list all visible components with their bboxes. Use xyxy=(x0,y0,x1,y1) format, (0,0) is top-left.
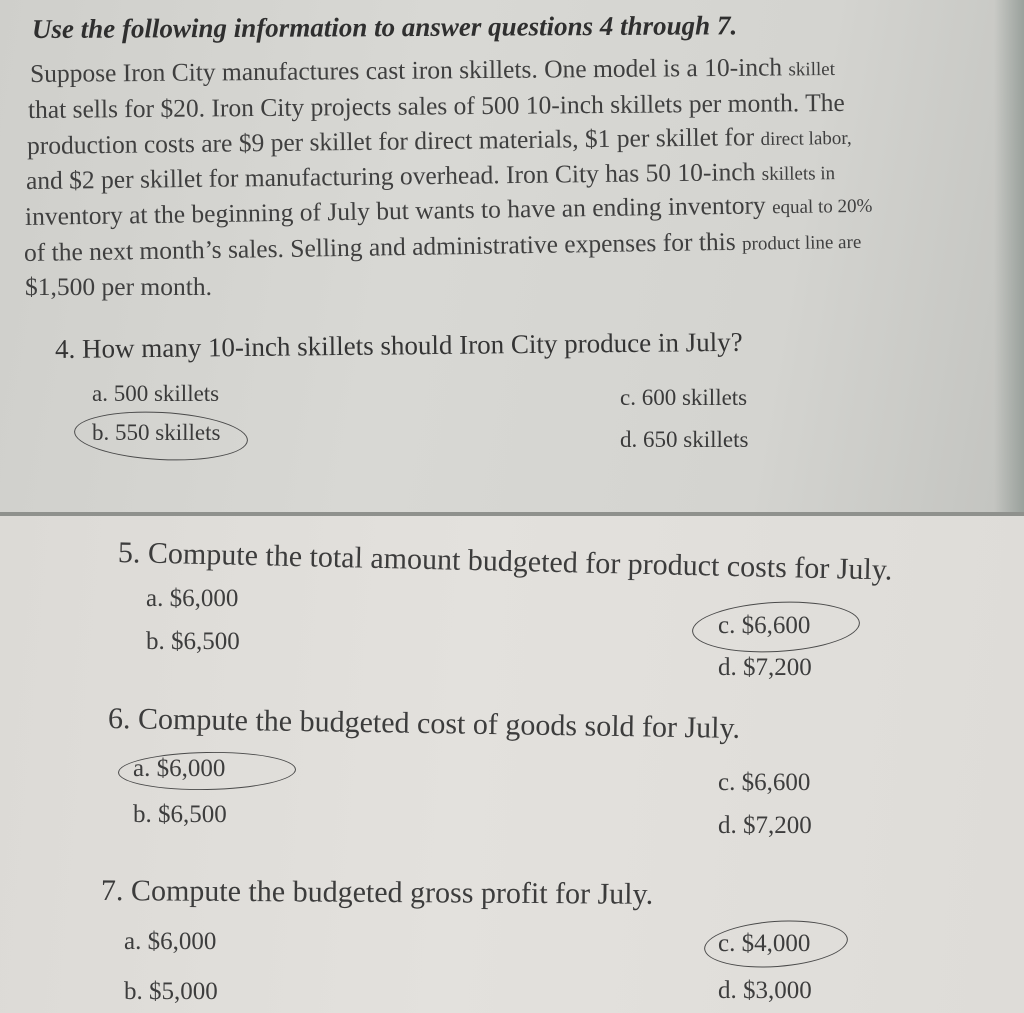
instructions-heading: Use the following information to answer questions 4 through 7. xyxy=(31,10,738,44)
paragraph-line-5 xyxy=(25,191,873,230)
q5-option-d: d. $7,200 xyxy=(718,654,812,681)
q4-answer-circle xyxy=(73,407,249,464)
page-edge-shadow xyxy=(994,0,1024,512)
paragraph-line-2 xyxy=(27,87,845,124)
paragraph-line-6 xyxy=(24,227,862,266)
paragraph-text-small: equal to 20% xyxy=(771,195,873,219)
q4-option-c: c. 600 skillets xyxy=(620,385,748,410)
paragraph-text: and $2 per skillet for manufacturing overhead. Iron City has 50 10-inch xyxy=(25,157,756,195)
paragraph-text-small: product line are xyxy=(741,231,862,255)
paragraph-text: $1,500 per month. xyxy=(25,272,212,301)
q5-option-a: a. $6,000 xyxy=(146,585,239,612)
q7-option-a: a. $6,000 xyxy=(124,928,217,955)
paragraph-line-1 xyxy=(30,54,835,87)
q6-option-a: a. $6,000 xyxy=(133,755,226,782)
question-4: 4. How many 10-inch skillets should Iron City produce in July? xyxy=(54,326,743,364)
bottom-photo xyxy=(0,516,1024,1013)
q7-answer-circle xyxy=(703,916,850,972)
paragraph-text: that sells for $20. Iron City projects sales of 500 10-inch skillets per month. The xyxy=(27,87,845,124)
paragraph-line-4 xyxy=(26,158,835,193)
paragraph-text-small: direct labor, xyxy=(760,127,852,151)
paragraph-text: production costs are $9 per skillet for direct materials, $1 per skillet for xyxy=(26,122,755,160)
paragraph-text-small: skillet xyxy=(788,58,836,81)
paragraph-line-3 xyxy=(27,123,852,159)
q4-option-b: b. 550 skillets xyxy=(92,420,221,445)
q6-option-c: c. $6,600 xyxy=(718,769,811,796)
paragraph-text: of the next month’s sales. Selling and administrative expenses for this xyxy=(23,226,736,267)
question-6: 6. Compute the budgeted cost of goods sold for July. xyxy=(107,702,741,745)
paragraph-text: Suppose Iron City manufactures cast iron skillets. One model is a 10-inch xyxy=(29,52,783,88)
q7-option-c: c. $4,000 xyxy=(718,930,811,957)
paragraph-text-small: skillets in xyxy=(761,163,836,186)
q4-option-d: d. 650 skillets xyxy=(620,427,749,452)
q4-option-a: a. 500 skillets xyxy=(92,381,220,406)
q6-option-d: d. $7,200 xyxy=(718,812,812,839)
q7-option-b: b. $5,000 xyxy=(124,978,218,1005)
q5-option-c: c. $6,600 xyxy=(718,612,811,639)
question-5: 5. Compute the total amount budgeted for product costs for July. xyxy=(117,536,893,587)
q6-option-b: b. $6,500 xyxy=(133,801,227,828)
q7-option-d: d. $3,000 xyxy=(718,977,812,1004)
q5-answer-circle xyxy=(691,598,861,657)
paragraph-line-7 xyxy=(25,274,212,300)
question-7: 7. Compute the budgeted gross profit for July. xyxy=(100,874,654,911)
paragraph-text: inventory at the beginning of July but wants to have an ending inventory xyxy=(24,190,766,231)
q5-option-b: b. $6,500 xyxy=(146,628,240,655)
